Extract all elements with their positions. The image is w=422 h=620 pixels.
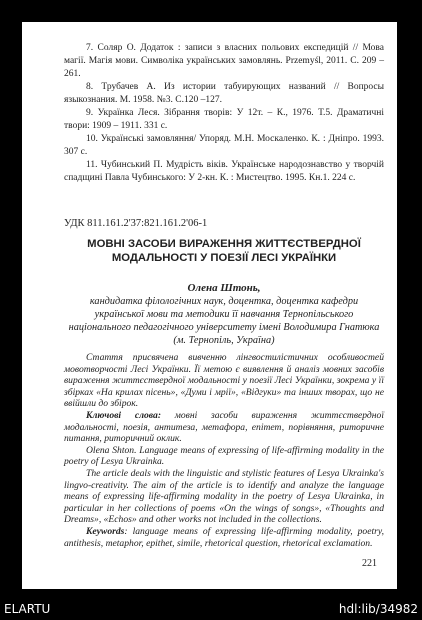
- footer-handle: hdl:lib/34982: [338, 602, 418, 616]
- reference-item: 7. Соляр О. Додаток : записи з власних польових експедицій // Мова магії. Магія мови. Символіка українських замовлянь. Przemyśl, 2011. С. 209 –261.: [64, 43, 384, 79]
- abstract-en: The article deals with the linguistic and stylistic features of Lesya Ukrainka's lingvo-creativity. The aim of the article is to identify and analyze the language means of expressing life-affirming modality in the poetry of Lesya Ukrainka, in particular in her collections of poems «On the wings of songs», «Thoughts and Dreams», «Echos» and other works not included in the collections.: [64, 467, 384, 526]
- abstract-ua: Стаття присвячена вивченню лінгвостилістичних особливостей мовотворчості Лесі Українки. Її метою є виявлення й аналіз мовних засобів вираження життєствердної модальності у поезії Лесі Українки, зокрема у її збірках «На крилах пісень», «Думи і мрії», «Відгуки» та інших творах, що не ввійшли до збірок.: [64, 352, 384, 410]
- author-name: Олена Штонь,: [187, 282, 261, 294]
- abstract-section: [64, 352, 384, 549]
- keywords-ua-label: Ключові слова:: [86, 409, 162, 421]
- keywords-ua-text: мовні засоби вираження життєствердної модальності, поезія, антитеза, метафора, епітет, порівняння, риторичне питання, риторичний оклик.: [64, 409, 384, 445]
- keywords-en-label: Keywords: [86, 525, 125, 537]
- page-number: 221: [362, 558, 377, 569]
- keywords-en-text: : language means of expressing life-affirming modality, poetry, antithesis, metaphor, epithet, simile, rhetorical question, rhetorical exclamation.: [64, 525, 384, 549]
- reference-item: 8. Трубачев А. Из истории табуирующих названий // Вопросы языкознания. М. 1958. №3. С.120 –127.: [64, 82, 384, 105]
- udk-code: УДК 811.161.2'37:821.161.2'06-1: [64, 218, 208, 229]
- reference-item: 11. Чубинський П. Мудрість віків. Українське народознавство у творчій спадщині Павла Чубинського: У 2-кн. К. : Мистецтво. 1995. Кн.1. 224 с.: [64, 160, 384, 183]
- reference-list: [64, 42, 384, 185]
- english-title: Olena Shton. Language means of expressing of life-affirming modality in the poetry of Lesya Ukrainka.: [64, 444, 384, 468]
- footer-repository-label: ELARTU: [4, 602, 51, 616]
- keywords-ua: [64, 410, 384, 445]
- document-page: [22, 22, 397, 589]
- reference-item: 10. Українські замовляння/ Упоряд. М.Н. Москаленко. К. : Дніпро. 1993. 307 с.: [64, 134, 384, 157]
- reference-item: 9. Українка Леся. Зібрання творів: У 12т. – К., 1976. Т.5. Драматичні твори: 1909 – 1911. 331 с.: [64, 108, 384, 131]
- article-title: МОВНІ ЗАСОБИ ВИРАЖЕННЯ ЖИТТЄСТВЕРДНОЇ МОДАЛЬНОСТІ У ПОЕЗІЇ ЛЕСІ УКРАЇНКИ: [87, 238, 361, 264]
- keywords-en: [64, 526, 384, 549]
- author-affiliation: кандидатка філологічних наук, доцентка, доцентка кафедри української мови та методики її навчання Тернопільського національного педагогічного університету імені Володимира Гнатюка (м. Тернопіль, Україна): [68, 296, 380, 346]
